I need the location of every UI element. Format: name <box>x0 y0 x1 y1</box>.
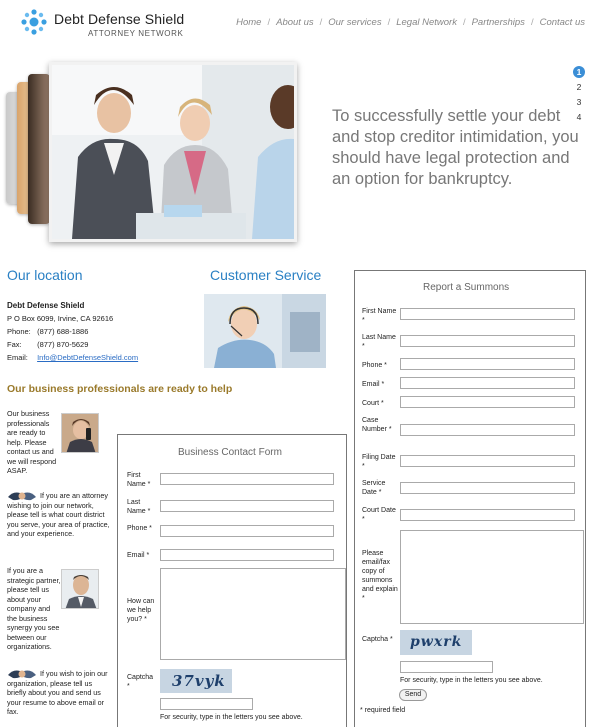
site-logo[interactable] <box>20 8 190 42</box>
sf-phone-label: Phone * <box>362 362 387 369</box>
sf-explain-label: Please email/fax copy of summons and explain * <box>362 550 398 602</box>
sf-case-number-label: Case Number * <box>362 417 392 433</box>
sf-security-note: For security, type in the letters you see above. <box>400 677 543 684</box>
summons-form-title: Report a Summons <box>423 282 510 293</box>
partner-text-a: If you are a strategic partner, please tell us about your company and the business synergy you see between our organizations. <box>7 566 61 651</box>
location-heading: Our location <box>7 267 83 283</box>
bf-captcha-image <box>160 669 232 693</box>
bf-phone-input[interactable] <box>160 525 334 537</box>
sf-court-label: Court * <box>362 400 384 407</box>
fax-value: (877) 870-5629 <box>37 340 89 349</box>
sf-first-name-input[interactable] <box>400 308 575 320</box>
phone-line <box>7 327 88 336</box>
sf-explain-textarea[interactable] <box>400 530 584 624</box>
slide-dot-3[interactable]: 3 <box>576 97 582 107</box>
bf-help-label: How can we help you? * <box>127 598 155 623</box>
send-button[interactable]: Send <box>399 689 427 701</box>
bf-help-textarea[interactable] <box>160 568 346 660</box>
bf-email-label: Email * <box>127 552 150 559</box>
slide-dot-1[interactable]: 1 <box>573 66 585 78</box>
sf-captcha-input[interactable] <box>400 661 493 673</box>
hero-tagline: To successfully settle your debt and stop creditor intimidation, you should have legal protection and an option for bankruptcy. <box>332 107 579 188</box>
fax-line <box>7 340 88 349</box>
professional-thumb <box>61 413 99 453</box>
slide-dot-2[interactable]: 2 <box>576 82 582 92</box>
sf-email-input[interactable] <box>400 377 575 389</box>
main-nav: Home / About us / Our services / Legal Network / Partnerships / Contact us <box>236 17 585 28</box>
bf-phone-label: Phone * <box>127 525 152 532</box>
phone-label: Phone: <box>7 327 31 336</box>
attorney-text: If you are an attorney wishing to join our network, please tell is what court district you serve, your area of practice, and your experience. <box>7 491 110 538</box>
headset-agent-photo <box>204 294 326 368</box>
slide-stack-card <box>28 74 50 224</box>
business-meeting-photo <box>52 65 294 239</box>
bf-security-note: For security, type in the letters you see above. <box>160 714 303 721</box>
sf-filing-date-label: Filing Date * <box>362 454 396 470</box>
nav-contact[interactable]: Contact us <box>539 17 585 28</box>
sf-filing-date-input[interactable] <box>400 455 575 467</box>
bf-captcha-label: Captcha * <box>127 674 154 690</box>
join-text: If you wish to join our organization, please tell us briefly about you and send us your resume to above email or fax. <box>7 669 108 716</box>
sf-court-date-label: Court Date * <box>362 507 396 523</box>
bf-email-input[interactable] <box>160 549 334 561</box>
sf-captcha-label: Captcha * <box>362 636 393 643</box>
sf-court-input[interactable] <box>400 396 575 408</box>
required-field-note: * required field <box>360 707 406 714</box>
slide-dot-4[interactable]: 4 <box>576 112 582 122</box>
sf-phone-input[interactable] <box>400 358 575 370</box>
nav-about[interactable]: About us <box>276 17 314 28</box>
sf-last-name-label: Last Name * <box>362 334 396 350</box>
sf-service-date-input[interactable] <box>400 482 575 494</box>
bf-first-name-label: First Name * <box>127 472 151 488</box>
bf-captcha-input[interactable] <box>160 698 253 710</box>
bf-last-name-label: Last Name * <box>127 499 151 515</box>
company-address: P O Box 6099, Irvine, CA 92616 <box>7 314 114 323</box>
logo-dots-icon <box>20 8 48 36</box>
phone-professional-photo <box>62 414 99 453</box>
email-label: Email: <box>7 353 28 362</box>
nav-partnerships[interactable]: Partnerships <box>471 17 525 28</box>
sf-email-label: Email * <box>362 381 385 388</box>
sf-first-name-label: First Name * <box>362 308 397 324</box>
sf-service-date-label: Service Date * <box>362 480 386 496</box>
brand-subtitle: ATTORNEY NETWORK <box>88 29 184 38</box>
customer-service-image <box>204 294 326 368</box>
brand-name: Debt Defense Shield <box>54 11 185 27</box>
fax-label: Fax: <box>7 340 22 349</box>
nav-home[interactable]: Home <box>236 17 262 28</box>
nav-services[interactable]: Our services <box>328 17 382 28</box>
hero-image <box>49 62 297 242</box>
business-form-title: Business Contact Form <box>178 447 282 458</box>
sf-captcha-text: pwxrk <box>410 634 463 650</box>
customer-service-heading: Customer Service <box>210 267 322 283</box>
intro-text: Our business professionals are ready to help. Please contact us and we will respond ASAP. <box>7 409 57 475</box>
sf-captcha-image <box>400 630 472 655</box>
bf-captcha-text: 37vyk <box>172 672 226 690</box>
company-name: Debt Defense Shield <box>7 301 85 310</box>
phone-value: (877) 688-1886 <box>37 327 89 336</box>
bf-last-name-input[interactable] <box>160 500 334 512</box>
email-link[interactable]: Info@DebtDefenseShield.com <box>37 353 139 362</box>
sf-case-number-input[interactable] <box>400 424 575 436</box>
slide-pager <box>573 66 587 126</box>
bf-first-name-input[interactable] <box>160 473 334 485</box>
partner-photo <box>62 570 99 609</box>
partner-thumb <box>61 569 99 609</box>
professionals-heading: Our business professionals are ready to help <box>7 383 233 395</box>
nav-legal-network[interactable]: Legal Network <box>396 17 457 28</box>
sf-court-date-input[interactable] <box>400 509 575 521</box>
email-line <box>7 353 138 362</box>
sf-last-name-input[interactable] <box>400 335 575 347</box>
